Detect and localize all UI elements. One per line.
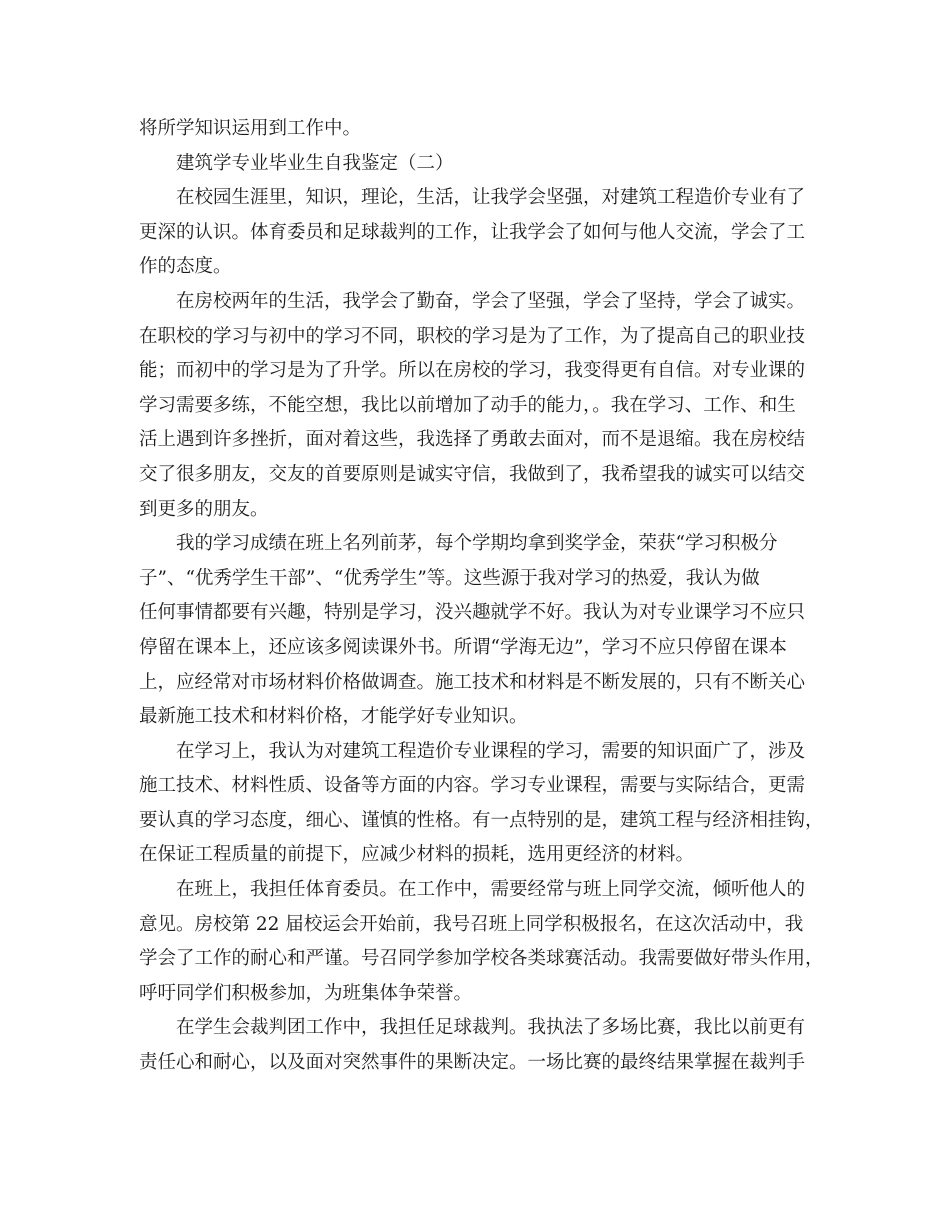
paragraph-line: 要认真的学习态度，细心、谨慎的性格。有一点特别的是，建筑工程与经济相挂钩， — [139, 809, 824, 831]
paragraph-line: 在保证工程质量的前提下，应减少材料的损耗，选用更经济的材料。 — [139, 844, 695, 866]
paragraph-line: 在学生会裁判团工作中，我担任足球裁判。我执法了多场比赛，我比以前更有 — [176, 1017, 806, 1039]
paragraph-line: 我的学习成绩在班上名列前茅，每个学期均拿到奖学金，荣获“学习积极分 — [176, 533, 778, 555]
paragraph-line: 上，应经常对市场材料价格做调查。施工技术和材料是不断发展的，只有不断关心 — [139, 671, 806, 693]
paragraph-line: 将所学知识运用到工作中。 — [139, 118, 362, 139]
paragraph-line: 子”、“优秀学生干部”、“优秀学生”等。这些源于我对学习的热爱，我认为做 — [139, 567, 760, 589]
paragraph-line: 在班上，我担任体育委员。在工作中，需要经常与班上同学交流，倾听他人的 — [176, 879, 806, 901]
paragraph-line: 学会了工作的耐心和严谨。号召同学参加学校各类球赛活动。我需要做好带头作用， — [139, 948, 824, 970]
paragraph-line: 意见。房校第 22 届校运会开始前，我号召班上同学积极报名，在这次活动中，我 — [139, 913, 804, 935]
paragraph-line: 在校园生涯里，知识，理论，生活，让我学会坚强，对建筑工程造价专业有了 — [176, 187, 806, 209]
paragraph-line: 在职校的学习与初中的学习不同，职校的学习是为了工作，为了提高自己的职业技 — [139, 325, 806, 347]
paragraph-line: 交了很多朋友，交友的首要原则是诚实守信，我做到了，我希望我的诚实可以结交 — [139, 463, 806, 485]
paragraph-line: 作的态度。 — [139, 256, 232, 278]
paragraph-line: 呼吁同学们积极参加，为班集体争荣誉。 — [139, 982, 473, 1004]
paragraph-line: 到更多的朋友。 — [139, 498, 269, 520]
paragraph-line: 停留在课本上，还应该多阅读课外书。所谓“学海无边”，学习不应只停留在课本 — [139, 636, 787, 658]
paragraph-line: 责任心和耐心，以及面对突然事件的果断决定。一场比赛的最终结果掌握在裁判手 — [139, 1052, 806, 1074]
paragraph-line: 在学习上，我认为对建筑工程造价专业课程的学习，需要的知识面广了，涉及 — [176, 740, 806, 762]
paragraph-line: 在房校两年的生活，我学会了勤奋，学会了坚强，学会了坚持，学会了诚实。 — [176, 290, 806, 312]
paragraph-line: 最新施工技术和材料价格，才能学好专业知识。 — [139, 706, 528, 728]
paragraph-line: 施工技术、材料性质、设备等方面的内容。学习专业课程，需要与实际结合，更需 — [139, 775, 806, 797]
paragraph-line: 更深的认识。体育委员和足球裁判的工作，让我学会了如何与他人交流，学会了工 — [139, 221, 806, 243]
paragraph-line: 任何事情都要有兴趣，特别是学习，没兴趣就学不好。我认为对专业课学习不应只 — [139, 602, 806, 624]
document-body — [139, 112, 824, 1081]
paragraph-line: 能；而初中的学习是为了升学。所以在房校的学习，我变得更有自信。对专业课的 — [139, 360, 806, 382]
paragraph-line: 活上遇到许多挫折，面对着这些，我选择了勇敢去面对，而不是退缩。我在房校结 — [139, 429, 806, 451]
paragraph-line: 学习需要多练，不能空想，我比以前增加了动手的能力，。我在学习、工作、和生 — [139, 394, 796, 416]
section-heading: 建筑学专业毕业生自我鉴定（二） — [176, 152, 454, 174]
